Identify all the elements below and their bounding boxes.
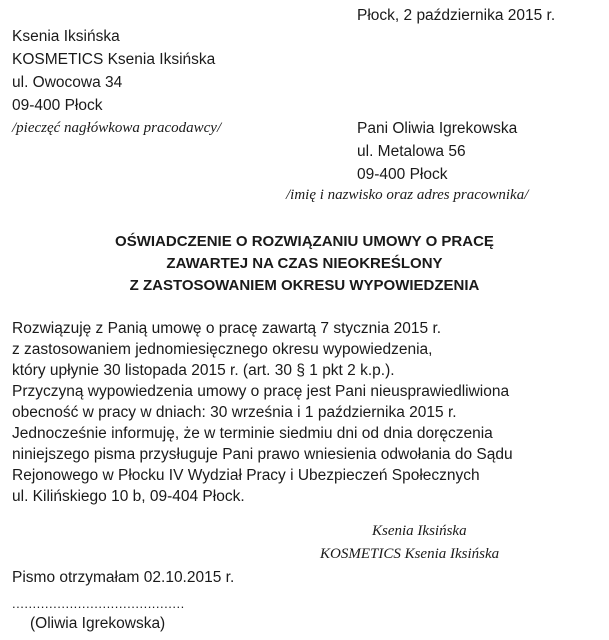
- receipt-name: (Oliwia Igrekowska): [30, 615, 166, 632]
- employee-name: Pani Oliwia Igrekowska: [357, 120, 518, 137]
- title-line: ZAWARTEJ NA CZAS NIEOKREŚLONY: [166, 255, 443, 272]
- statement-body: [12, 318, 513, 507]
- employee-caption: /imię i nazwisko oraz adres pracownika/: [286, 187, 529, 203]
- body-line: Jednocześnie informuję, że w terminie siedmiu dni od dnia doręczenia: [12, 425, 493, 442]
- document-title: [0, 231, 609, 297]
- body-line: obecność w pracy w dniach: 30 września i 1 października 2015 r.: [12, 404, 457, 421]
- employee-street: ul. Metalowa 56: [357, 143, 466, 160]
- body-line: z zastosowaniem jednomiesięcznego okresu wypowiedzenia,: [12, 341, 433, 358]
- body-line: Rejonowego w Płocku IV Wydział Pracy i Ubezpieczeń Społecznych: [12, 467, 480, 484]
- employer-street: ul. Owocowa 34: [12, 74, 123, 91]
- body-line: ul. Kilińskiego 10 b, 09-404 Płock.: [12, 488, 245, 505]
- place-date: Płock, 2 października 2015 r.: [357, 7, 556, 24]
- employer-company: KOSMETICS Ksenia Iksińska: [12, 51, 216, 68]
- receipt-signature-line: ..........................................: [12, 596, 185, 611]
- body-line: Rozwiązuję z Panią umowę o pracę zawartą 7 stycznia 2015 r.: [12, 320, 442, 337]
- body-line: Przyczyną wypowiedzenia umowy o pracę jest Pani nieusprawiedliwiona: [12, 383, 510, 400]
- title-line: OŚWIADCZENIE O ROZWIĄZANIU UMOWY O PRACĘ: [115, 233, 494, 250]
- signature-name: Ksenia Iksińska: [372, 523, 467, 539]
- body-line: niniejszego pisma przysługuje Pani prawo wniesienia odwołania do Sądu: [12, 446, 513, 463]
- employer-caption: /pieczęć nagłówkowa pracodawcy/: [12, 120, 222, 136]
- employer-city: 09-400 Płock: [12, 97, 103, 114]
- signature-company: KOSMETICS Ksenia Iksińska: [320, 546, 500, 562]
- employee-city: 09-400 Płock: [357, 166, 448, 183]
- body-line: który upłynie 30 listopada 2015 r. (art. 30 § 1 pkt 2 k.p.).: [12, 362, 395, 379]
- employer-name: Ksenia Iksińska: [12, 28, 120, 45]
- receipt-text: Pismo otrzymałam 02.10.2015 r.: [12, 569, 235, 586]
- title-line: Z ZASTOSOWANIEM OKRESU WYPOWIEDZENIA: [129, 277, 480, 294]
